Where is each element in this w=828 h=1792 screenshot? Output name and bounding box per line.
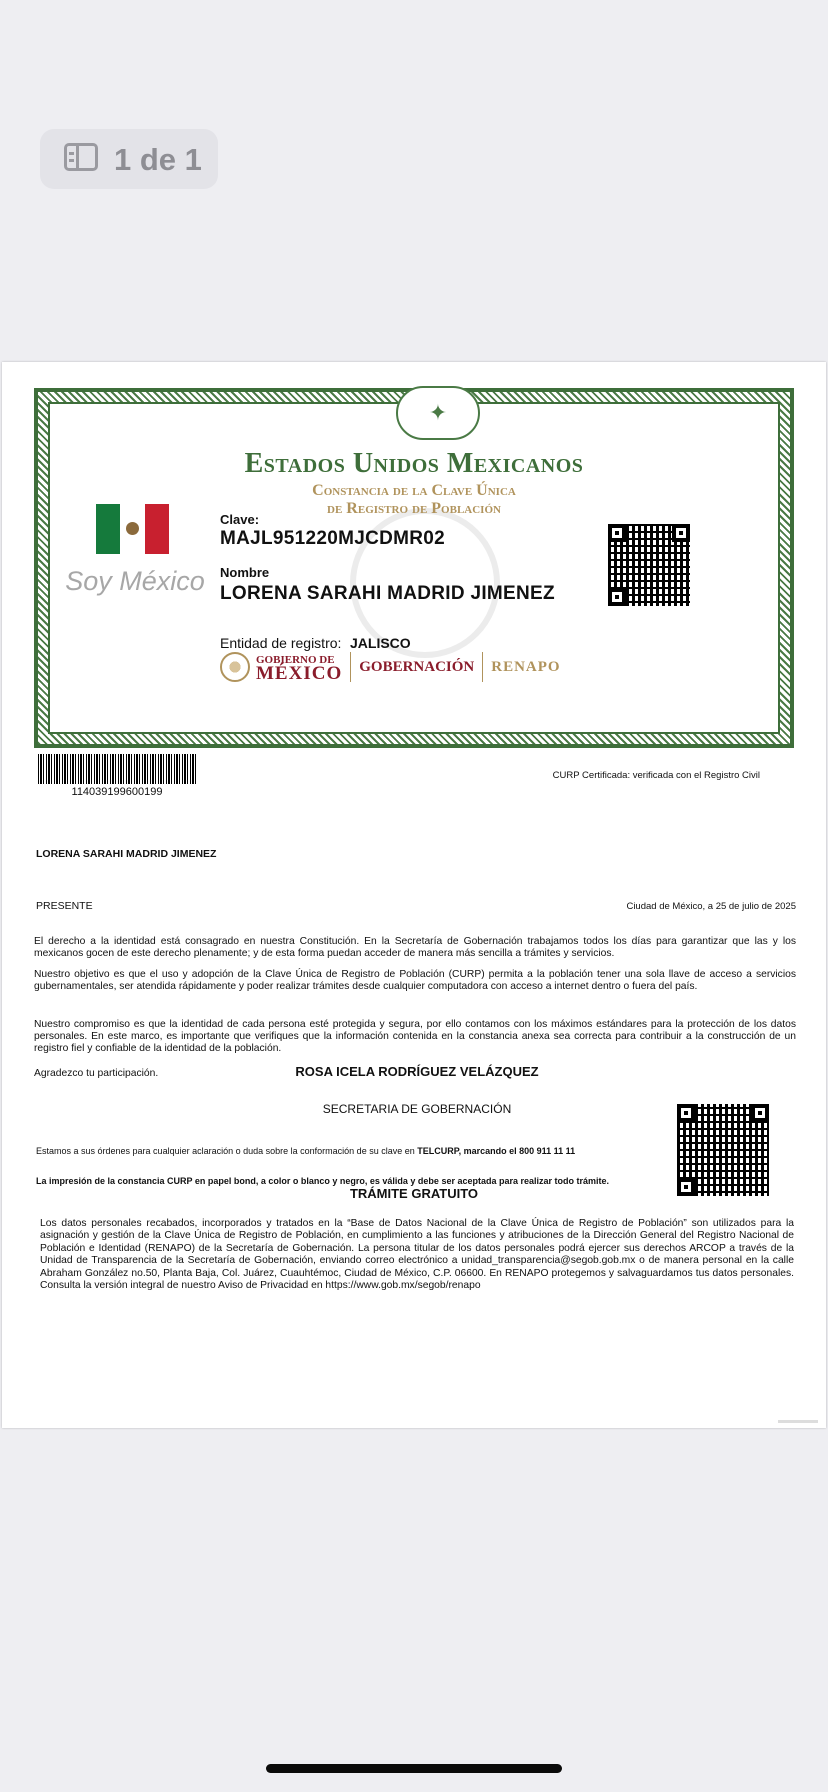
letter-presente: PRESENTE xyxy=(36,900,93,912)
barcode-number: 114039199600199 xyxy=(71,786,163,798)
nombre-value: LORENA SARAHI MADRID JIMENEZ xyxy=(220,583,555,604)
letter-recipient: LORENA SARAHI MADRID JIMENEZ xyxy=(36,848,217,860)
letter-paragraph-4: Agradezco tu participación. xyxy=(34,1068,159,1079)
government-logos xyxy=(220,650,561,684)
curp-certificate xyxy=(34,388,794,748)
entidad-label: Entidad de registro: xyxy=(220,635,342,651)
soy-mexico-logo: Soy México xyxy=(65,566,205,596)
gobierno-logo-line1: GOBIERNO DE xyxy=(256,654,335,666)
sidebar-pages-icon xyxy=(64,143,98,171)
letter-paragraph-3: Nuestro compromiso es que la identidad de cada persona esté protegida y segura, por ello contamos con los máximos estándares para la protección de los datos personales. En este marco, es importante que verifiques que la información contenida en la constancia anexa sea correcta para contribuir a la construcción de un registro fiel y confiable de la identidad de la población. xyxy=(34,1019,796,1054)
signatory-title: SECRETARIA DE GOBERNACIÓN xyxy=(322,1102,512,1116)
certificate-inner xyxy=(48,402,780,734)
certificate-title: Estados Unidos Mexicanos xyxy=(244,448,584,479)
clave-value: MAJL951220MJCDMR02 xyxy=(220,528,446,549)
gobierno-logo-line2: MÉXICO xyxy=(256,663,343,684)
page-indicator-label: 1 de 1 xyxy=(114,142,202,177)
clave-label: Clave: xyxy=(220,512,260,527)
mexico-flag-icon xyxy=(96,504,169,554)
tramite-gratuito: TRÁMITE GRATUITO xyxy=(349,1186,479,1201)
nombre-label: Nombre xyxy=(220,565,270,580)
contact-telcurp: TELCURP, marcando el 800 911 11 11 xyxy=(417,1146,576,1156)
signatory-name: ROSA ICELA RODRÍGUEZ VELÁZQUEZ xyxy=(295,1064,539,1079)
coat-of-arms-icon: ✦ xyxy=(396,386,480,440)
contact-text: Estamos a sus órdenes para cualquier aclaración o duda sobre la conformación de su clave en xyxy=(36,1146,418,1156)
gobierno-de-mexico-logo xyxy=(256,653,343,684)
entidad-value: JALISCO xyxy=(350,635,411,651)
gobierno-seal-icon xyxy=(220,652,250,682)
footer-mark xyxy=(778,1420,818,1423)
privacy-notice: Los datos personales recabados, incorporados y tratados en la “Base de Datos Nacional de la Clave Única de Registro de Población” son utilizados para la asignación y gestión de la Clave Única de Registro de Población, en cumplimiento a las funciones y atribuciones de la Dirección General del Registro Nacional de Población e Identidad (RENAPO) de la Secretaría de Gobernación. La persona titular de los datos personales podrá ejercer sus derechos ARCOP a través de la Unidad de Transparencia de la Secretaría de Gobernación, enviando correo electrónico a unidad_transparencia@segob.gob.mx o de manera personal en la calle Abraham González no.50, Planta Baja, Col. Juárez, Cuauhtémoc, Ciudad de México, C.P. 06600. En RENAPO protegemos y salvaguardamos tus datos personales. Consulta la versión integral de nuestro Aviso de Privacidad en https://www.gob.mx/segob/renapo xyxy=(40,1218,794,1292)
home-indicator[interactable] xyxy=(266,1764,562,1773)
curp-certificada-note: CURP Certificada: verificada con el Registro Civil xyxy=(552,770,760,781)
renapo-logo: RENAPO xyxy=(491,658,561,675)
gobernacion-logo: GOBERNACIÓN xyxy=(359,658,475,675)
letter-paragraph-1: El derecho a la identidad está consagrado en nuestra Constitución. En la Secretaría de Gobernación trabajamos todos los días para garantizar que las y los mexicanos gocen de este derecho plenamente; y de esta forma puedan acceder de manera más sencilla a trámites y servicios. xyxy=(34,936,796,959)
letter-paragraph-2: Nuestro objetivo es que el uso y adopción de la Clave Única de Registro de Población (CURP) permita a la población tener una sola llave de acceso a servicios gubernamentales, ser atendida rápidamente y poder realizar trámites desde cualquier computadora con acceso a internet dentro o fuera del país. xyxy=(34,969,796,992)
certificate-subtitle-line2: de Registro de Población xyxy=(327,500,501,517)
letter-qr-code xyxy=(677,1104,769,1196)
barcode xyxy=(38,754,196,784)
impresion-note: La impresión de la constancia CURP en papel bond, a color o blanco y negro, es válida y debe ser aceptada para realizar todo trámite. xyxy=(36,1176,610,1186)
certificate-subtitle-line1: Constancia de la Clave Única xyxy=(312,482,516,499)
contact-note xyxy=(36,1146,575,1156)
letter-date: Ciudad de México, a 25 de julio de 2025 xyxy=(626,901,796,912)
page-indicator[interactable] xyxy=(40,129,218,189)
document-page[interactable] xyxy=(2,362,826,1428)
certificate-qr-code xyxy=(608,524,690,606)
